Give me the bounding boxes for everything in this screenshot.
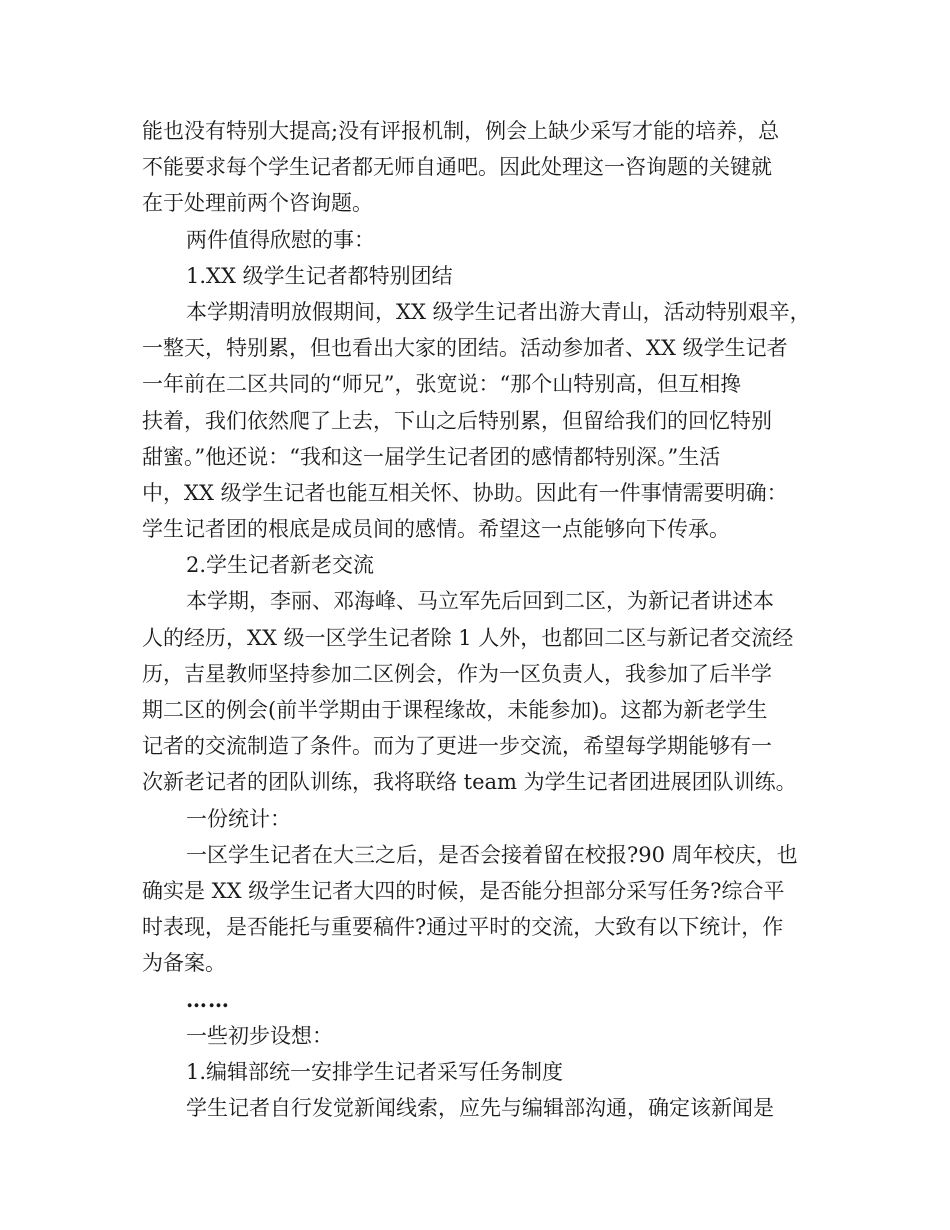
text-line: 扶着，我们依然爬了上去，下山之后特别累，但留给我们的回忆特别 bbox=[142, 408, 772, 433]
text-line: 2.学生记者新老交流 bbox=[186, 553, 375, 578]
text-line: 本学期，李丽、邓海峰、马立军先后回到二区，为新记者讲述本 bbox=[186, 589, 774, 614]
text-line: 甜蜜。”他还说：“我和这一届学生记者团的感情都特别深。”生活 bbox=[142, 444, 721, 469]
text-line: 确实是 XX 级学生记者大四的时候，是否能分担部分采写任务?综合平 bbox=[142, 878, 785, 903]
text-line: 本学期清明放假期间，XX 级学生记者出游大青山，活动特别艰辛， bbox=[186, 299, 811, 324]
text-line: 不能要求每个学生记者都无师自通吧。因此处理这一咨询题的关键就 bbox=[142, 155, 772, 180]
text-line: 为备案。 bbox=[142, 951, 226, 976]
text-line: 1.编辑部统一安排学生记者采写任务制度 bbox=[186, 1059, 564, 1084]
text-line: 中，XX 级学生记者也能互相关怀、协助。因此有一件事情需要明确： bbox=[142, 480, 788, 505]
text-line: 学生记者自行发觉新闻线索，应先与编辑部沟通，确定该新闻是 bbox=[186, 1096, 774, 1121]
ellipsis-line: …… bbox=[186, 986, 230, 1012]
text-line: 时表现，是否能托与重要稿件?通过平时的交流，大致有以下统计，作 bbox=[142, 915, 784, 940]
text-line: 次新老记者的团队训练，我将联络 team 为学生记者团进展团队训练。 bbox=[142, 770, 797, 795]
text-line: 记者的交流制造了条件。而为了更进一步交流，希望每学期能够有一 bbox=[142, 734, 772, 759]
text-line: 一年前在二区共同的“师兄”，张宽说：“那个山特别高，但互相搀 bbox=[142, 372, 742, 397]
text-line: 一区学生记者在大三之后，是否会接着留在校报?90 周年校庆，也 bbox=[186, 842, 798, 867]
text-line: 两件值得欣慰的事： bbox=[186, 227, 375, 252]
text-line: 能也没有特别大提高;没有评报机制，例会上缺少采写才能的培养，总 bbox=[142, 119, 780, 143]
document-body bbox=[142, 113, 814, 1126]
text-line: 学生记者团的根底是成员间的感情。希望这一点能够向下传承。 bbox=[142, 517, 730, 542]
text-line: 1.XX 级学生记者都特别团结 bbox=[186, 263, 453, 288]
text-line: 期二区的例会(前半学期由于课程缘故，未能参加)。这都为新老学生 bbox=[142, 698, 768, 722]
text-line: 一份统计： bbox=[186, 806, 291, 831]
text-line: 一些初步设想： bbox=[186, 1023, 333, 1048]
text-line: 在于处理前两个咨询题。 bbox=[142, 191, 373, 216]
text-line: 一整天，特别累，但也看出大家的团结。活动参加者、XX 级学生记者 bbox=[142, 336, 788, 361]
text-line: 人的经历，XX 级一区学生记者除 1 人外，也都回二区与新记者交流经 bbox=[142, 625, 794, 650]
text-line: 历，吉星教师坚持参加二区例会，作为一区负责人，我参加了后半学 bbox=[142, 661, 772, 686]
